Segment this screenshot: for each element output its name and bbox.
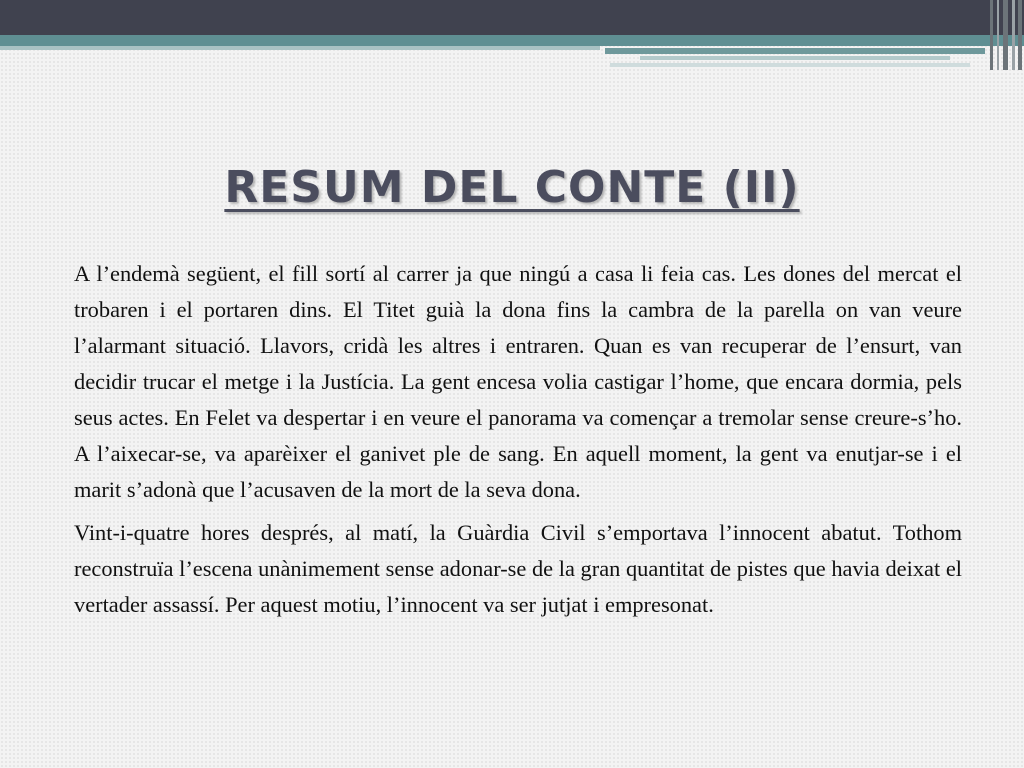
header-band-teal	[0, 35, 1024, 46]
body-paragraph: Vint-i-quatre hores després, al matí, la Guàrdia Civil s’emportava l’innocent abatut. Tothom reconstruïa l’escena unànimement sense adonar-se de la gran quantitat de pistes que havia deixat el vertader assassí. Per aquest motiu, l’innocent va ser jutjat i empresonat.	[74, 520, 962, 617]
header-band-dark	[0, 0, 1024, 35]
header-band-teal-light	[0, 46, 600, 50]
header-stripe	[605, 48, 985, 54]
slide-title: RESUM DEL CONTE (II)	[224, 162, 800, 213]
header-vertical-bar	[997, 0, 999, 70]
header-vertical-bar	[1012, 0, 1015, 70]
slide-body	[74, 256, 962, 630]
header-vertical-bar	[1003, 0, 1008, 70]
header-stripe	[610, 63, 970, 67]
header-stripe	[640, 56, 950, 60]
body-paragraph: A l’endemà següent, el fill sortí al carrer ja que ningú a casa li feia cas. Les dones del mercat el trobaren i el portaren dins. El Titet guià la dona fins la cambra de la parella on van veure l’alarmant situació. Llavors, cridà les altres i entraren. Quan es van recuperar de l’ensurt, van decidir trucar el metge i la Justícia. La gent encesa volia castigar l’home, que encara dormia, pels seus actes. En Felet va despertar i en veure el panorama va començar a tremolar sense creure-s’ho. A l’aixecar-se, va aparèixer el ganivet ple de sang. En aquell moment, la gent va enutjar-se i el marit s’adonà que l’acusaven de la mort de la seva dona.	[74, 261, 962, 502]
header-vertical-bar	[990, 0, 993, 70]
header-vertical-bar	[1018, 0, 1022, 70]
